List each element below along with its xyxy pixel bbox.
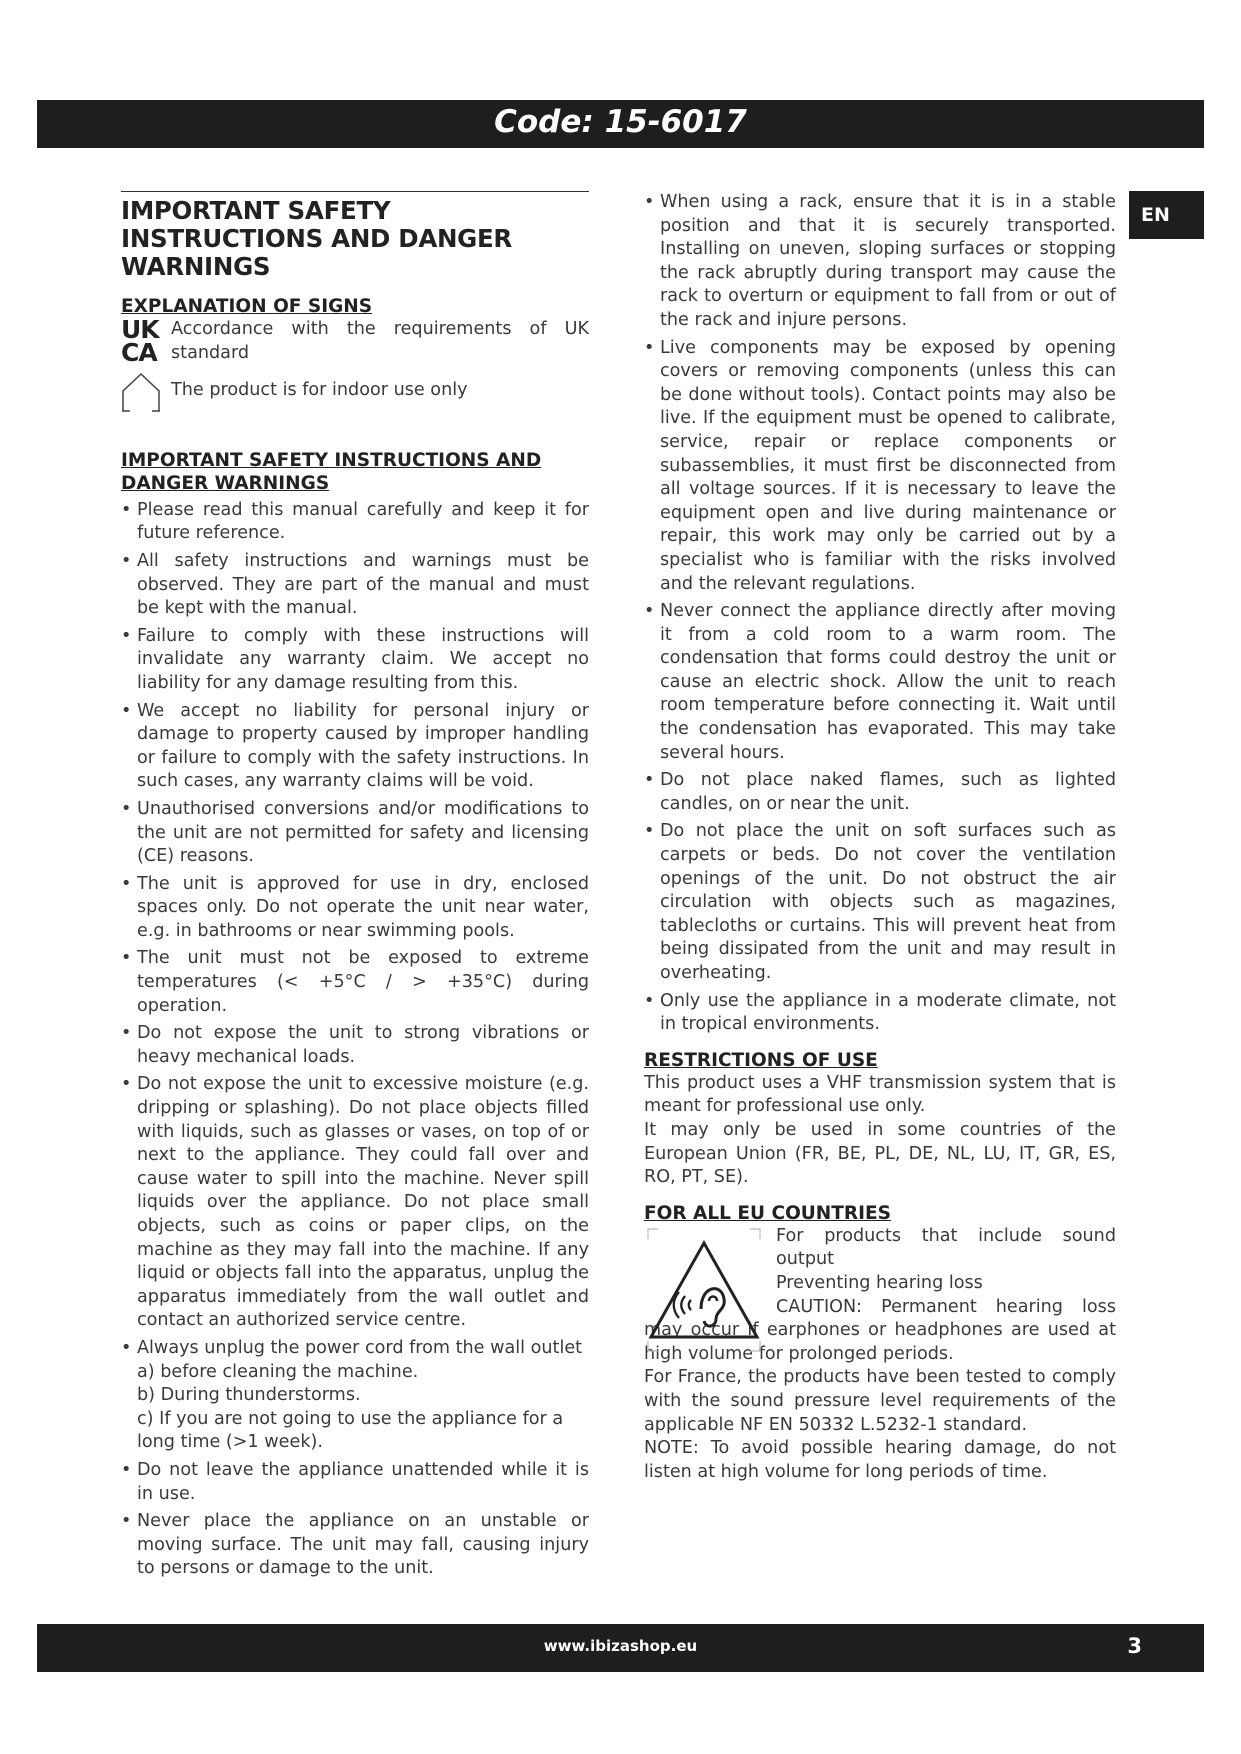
list-item-unplug xyxy=(121,1337,589,1455)
footer-url: www.ibizashop.eu xyxy=(543,1637,698,1655)
language-tab: EN xyxy=(1129,191,1204,239)
house-icon xyxy=(121,371,171,421)
restrictions-heading: RESTRICTIONS OF USE xyxy=(644,1049,878,1071)
france-text: For France, the products have been tested to comply with the sound pressure level requirements of the applicable NF EN 50332 L.5232-1 standard. xyxy=(644,1367,1116,1435)
list-item: • Never place the appliance on an unstable or moving surface. The unit may fall, causing injury to persons or damage to the unit. xyxy=(121,1510,589,1581)
list-item: • When using a rack, ensure that it is in a stable position and that it is securely transported. Installing on uneven, sloping surfaces or stopping the rack abruptly during transport may cause the rack to overturn or equipment to fall from or out of the rack and injure persons. xyxy=(644,191,1116,333)
restrictions-countries: It may only be used in some countries of the European Union (FR, BE, PL, DE, NL, LU, IT, GR, ES, RO, PT, SE). xyxy=(644,1119,1116,1188)
list-item: • Do not place naked flames, such as lighted candles, on or near the unit. xyxy=(644,769,1116,816)
list-item: • All safety instructions and warnings must be observed. They are part of the manual and must be kept with the manual. xyxy=(121,550,589,621)
list-item: • Only use the appliance in a moderate climate, not in tropical environments. xyxy=(644,990,1116,1037)
eu-heading: FOR ALL EU COUNTRIES xyxy=(644,1202,892,1224)
safety-heading: IMPORTANT SAFETY INSTRUCTIONS AND DANGER WARNINGS xyxy=(121,449,542,494)
product-code: Code: 15-6017 xyxy=(494,104,747,140)
safety-list xyxy=(121,499,589,1581)
header-bar xyxy=(37,100,1204,148)
top-divider xyxy=(121,191,589,192)
indoor-description: The product is for indoor use only xyxy=(171,380,468,401)
left-column xyxy=(121,191,589,1585)
eu-line3: CAUTION: Permanent hearing loss may occur if earphones or headphones are used at high volume for prolonged periods. xyxy=(644,1296,1116,1364)
warning-text-block xyxy=(776,1225,1116,1296)
list-item: • The unit is approved for use in dry, enclosed spaces only. Do not operate the unit near water, e.g. in bathrooms or near swimming pools. xyxy=(121,873,589,944)
ukca-description: Accordance with the requirements of UK standard xyxy=(171,319,589,363)
eu-line2: Preventing hearing loss xyxy=(776,1272,983,1293)
indoor-sign-row xyxy=(121,371,589,421)
page-title: IMPORTANT SAFETY INSTRUCTIONS AND DANGER WARNINGS xyxy=(121,196,512,281)
list-item: • Do not leave the appliance unattended while it is in use. xyxy=(121,1459,589,1506)
right-column xyxy=(644,191,1116,1484)
note-text: NOTE: To avoid possible hearing damage, do not listen at high volume for long periods of time. xyxy=(644,1438,1116,1482)
hearing-warning-icon xyxy=(644,1225,764,1355)
unplug-c: c) If you are not going to use the appliance for a long time (>1 week). xyxy=(137,1408,564,1453)
unplug-a: a) before cleaning the machine. xyxy=(137,1361,419,1382)
list-item: • The unit must not be exposed to extreme temperatures (< +5°C / > +35°C) during operation. xyxy=(121,947,589,1018)
signs-heading: EXPLANATION OF SIGNS xyxy=(121,296,373,317)
list-item: • Live components may be exposed by opening covers or removing components (unless this can be done without tools). Contact points may also be live. If the equipment must be opened to calibrate, service, repair or replace components or subassemblies, it must first be disconnected from all voltage sources. If it is necessary to leave the equipment open and live during maintenance or repair, this work may only be carried out by a specialist who is familiar with the risks involved and the relevant regulations. xyxy=(644,337,1116,597)
page-number: 3 xyxy=(1127,1634,1142,1658)
list-item: • Do not expose the unit to excessive moisture (e.g. dripping or splashing). Do not place objects filled with liquids, such as glasses or vases, on top of or next to the appliance. They could fall over and cause water to spill into the machine. Never spill liquids over the appliance. Do not place small objects, such as coins or paper clips, on the machine as they may fall into the machine. If any liquid or objects fall into the apparatus, unplug the apparatus immediately from the wall outlet and contact an authorized service centre. xyxy=(121,1073,589,1333)
ukca-mark-icon xyxy=(121,315,171,367)
unplug-b: b) During thunderstorms. xyxy=(137,1385,361,1406)
list-item: • Do not place the unit on soft surfaces such as carpets or beds. Do not cover the ventilation openings of the unit. Do not obstruct the air circulation with objects such as magazines, tablecloths or curtains. This will prevent heat from being dissipated from the unit and may result in overheating. xyxy=(644,820,1116,985)
safety-list-continued xyxy=(644,191,1116,1037)
list-item: • Unauthorised conversions and/or modifications to the unit are not permitted for safety and licensing (CE) reasons. xyxy=(121,798,589,869)
unplug-intro: • Always unplug the power cord from the wall outlet xyxy=(137,1337,583,1358)
ukca-sign-row xyxy=(121,315,589,367)
list-item: • Never connect the appliance directly after moving it from a cold room to a warm room. The condensation that forms could destroy the unit or cause an electric shock. Allow the unit to reach room temperature before connecting it. Wait until the condensation has evaporated. This may take several hours. xyxy=(644,600,1116,765)
footer-bar xyxy=(37,1624,1204,1672)
ukca-top: UK xyxy=(121,315,159,344)
list-item: • We accept no liability for personal injury or damage to property caused by improper handling or failure to comply with the safety instructions. In such cases, any warranty claims will be void. xyxy=(121,700,589,794)
hearing-warning xyxy=(644,1225,1116,1367)
eu-line1: For products that include sound output xyxy=(776,1225,1116,1270)
list-item: • Please read this manual carefully and keep it for future reference. xyxy=(121,499,589,546)
ukca-bottom: CA xyxy=(121,338,157,367)
restrictions-text: This product uses a VHF transmission system that is meant for professional use only. xyxy=(644,1072,1116,1117)
list-item: • Failure to comply with these instructions will invalidate any warranty claim. We accept no liability for any damage resulting from this. xyxy=(121,625,589,696)
list-item: • Do not expose the unit to strong vibrations or heavy mechanical loads. xyxy=(121,1022,589,1069)
